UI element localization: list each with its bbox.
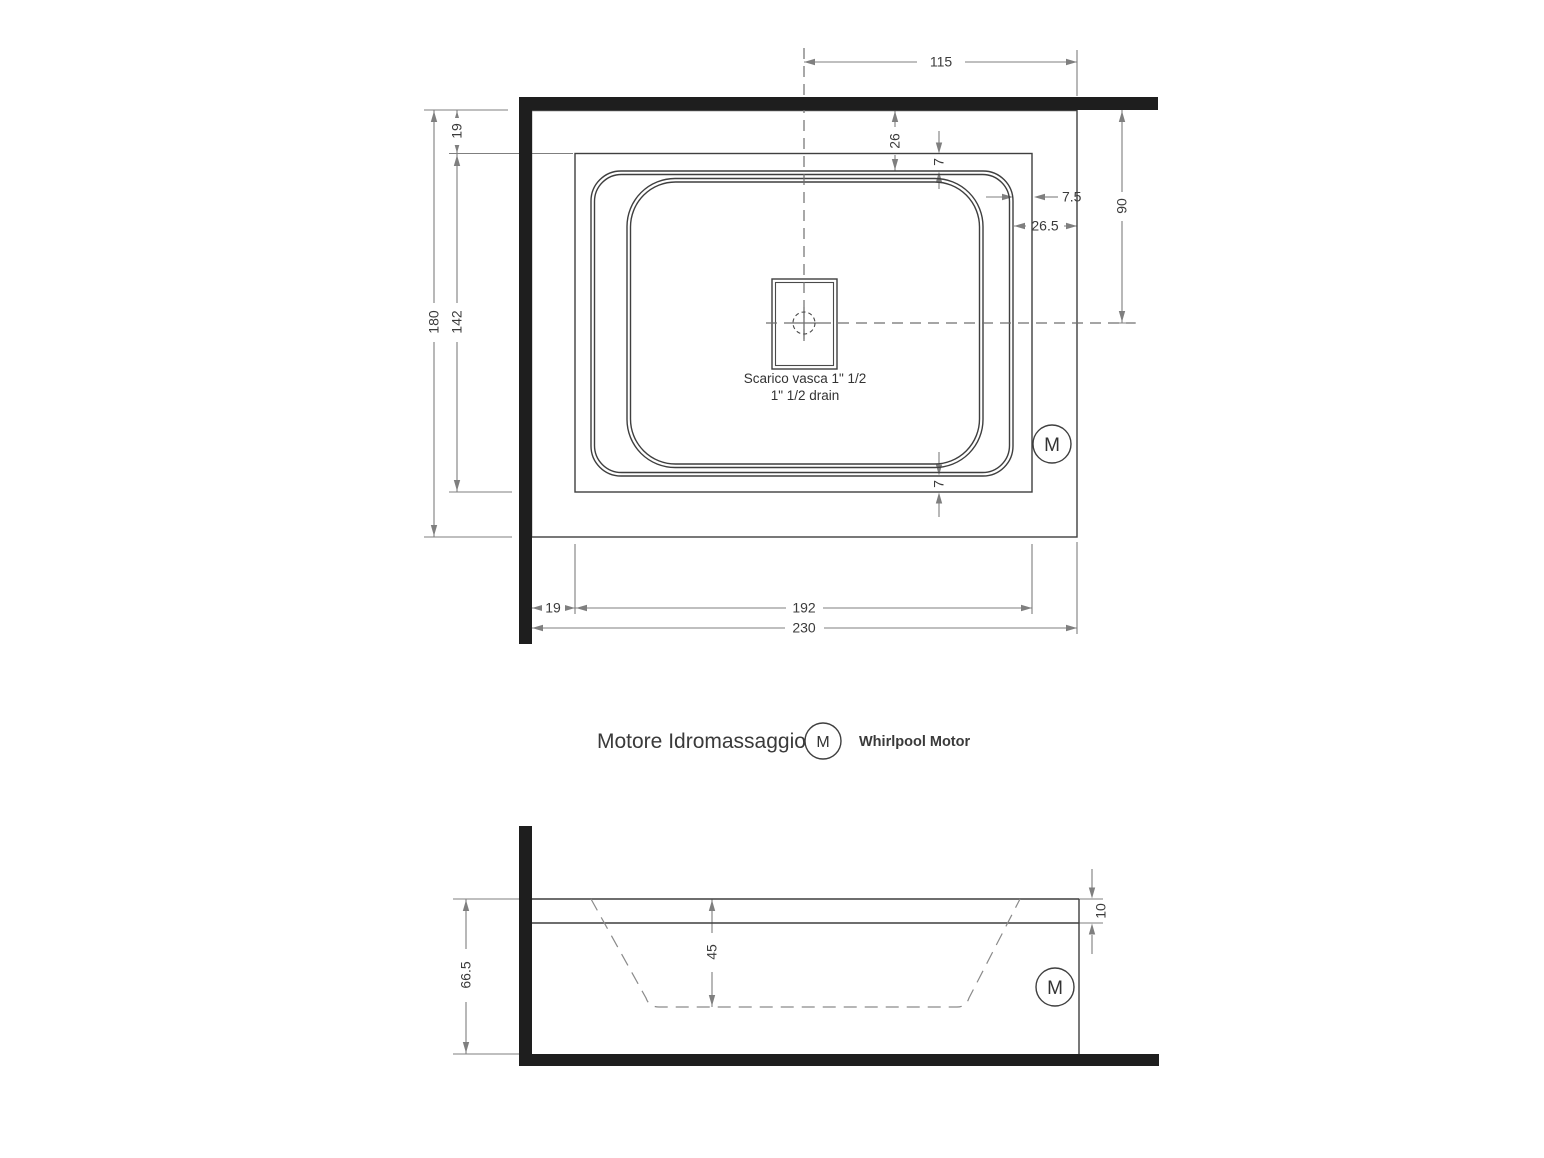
motor-symbol-side	[1036, 968, 1074, 1006]
side-view	[453, 826, 1159, 1066]
basin-hidden-profile	[591, 899, 1020, 1007]
legend-title-italian: Motore Idromassaggio	[597, 730, 806, 753]
floor-horizontal	[519, 1054, 1159, 1066]
wall-side-view	[519, 826, 1159, 1066]
motor-symbol-top	[1033, 425, 1071, 463]
dimension-7-5	[986, 189, 1082, 205]
wall-vertical	[519, 97, 532, 644]
dimension-7-bottom	[931, 452, 947, 517]
dimension-180	[426, 110, 442, 537]
dimension-142	[449, 154, 465, 493]
dimension-115	[804, 54, 1077, 72]
motor-letter: M	[1044, 435, 1060, 456]
dim-label-180: 180	[425, 310, 442, 334]
drain-note-line1: Scarico vasca 1" 1/2	[743, 371, 867, 386]
dim-label-115: 115	[929, 53, 953, 70]
dimension-19-left	[449, 110, 465, 154]
dim-label-230: 230	[792, 619, 816, 636]
dim-label-26-5: 26.5	[1031, 217, 1059, 234]
wall-horizontal	[519, 97, 1158, 110]
dimension-26-5	[1014, 218, 1077, 236]
dimension-192	[575, 600, 1032, 617]
dimension-10	[1089, 869, 1109, 954]
dimension-66-5	[458, 899, 474, 1054]
legend-title-english: Whirlpool Motor	[859, 734, 971, 750]
dimension-26	[887, 110, 903, 171]
dimension-90	[1110, 110, 1136, 323]
dim-label-7-bottom: 7	[930, 480, 947, 488]
drain-note-line2: 1" 1/2 drain	[770, 388, 840, 403]
legend	[597, 723, 970, 759]
dimension-45	[704, 899, 720, 1007]
tub-outline-side	[531, 899, 1079, 1054]
dim-label-192: 192	[792, 599, 816, 616]
dim-label-26: 26	[886, 133, 903, 149]
dim-label-7-5: 7.5	[1062, 188, 1082, 205]
legend-motor-letter: M	[816, 734, 830, 751]
dim-label-19-left: 19	[448, 123, 465, 139]
dim-label-66-5: 66.5	[457, 961, 474, 989]
dim-label-7-top: 7	[930, 158, 947, 166]
motor-letter: M	[1047, 978, 1063, 999]
dimension-19-bottom	[531, 600, 575, 617]
dim-label-19-bottom: 19	[545, 599, 561, 616]
dim-label-90: 90	[1113, 198, 1130, 214]
top-view	[424, 48, 1158, 644]
dim-label-10: 10	[1092, 903, 1109, 919]
side-view-extension-lines	[453, 899, 1103, 1054]
dimension-7-top	[931, 131, 947, 189]
dim-label-142: 142	[448, 310, 465, 334]
dimension-230	[531, 620, 1077, 637]
wall-vertical	[519, 826, 532, 1066]
dim-label-45: 45	[703, 944, 720, 960]
